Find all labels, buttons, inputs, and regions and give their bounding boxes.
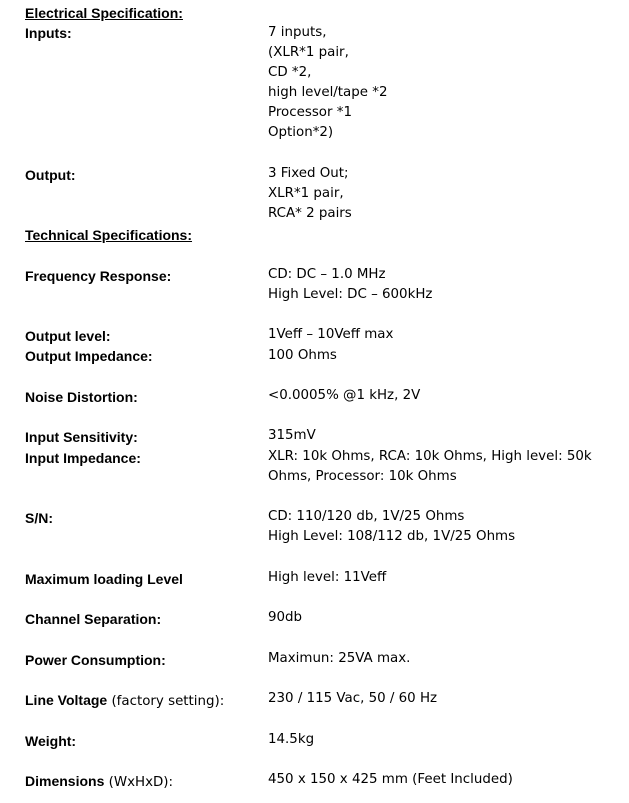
value-frequency-response-line-1: CD: DC – 1.0 MHz xyxy=(268,267,386,282)
label-input-impedance: Input Impedance: xyxy=(25,450,141,466)
heading-technical-specifications: Technical Specifications: xyxy=(25,227,193,243)
value-dimensions: 450 x 150 x 425 mm (Feet Included) xyxy=(268,772,513,787)
label-frequency-response: Frequency Response: xyxy=(25,268,172,284)
label-power-consumption: Power Consumption: xyxy=(25,652,166,668)
value-output-level: 1Veff – 10Veff max xyxy=(268,327,394,342)
value-maximum-loading-level: High level: 11Veff xyxy=(268,570,387,585)
value-inputs-line-4: high level/tape *2 xyxy=(268,85,388,100)
value-output-impedance: 100 Ohms xyxy=(268,348,337,363)
value-inputs-line-6: Option*2) xyxy=(268,125,334,140)
label-channel-separation: Channel Separation: xyxy=(25,611,162,627)
value-input-impedance-line-2: Ohms, Processor: 10k Ohms xyxy=(268,469,457,484)
value-line-voltage: 230 / 115 Vac, 50 / 60 Hz xyxy=(268,691,438,706)
label-maximum-loading-level: Maximum loading Level xyxy=(25,571,183,587)
label-input-sensitivity: Input Sensitivity: xyxy=(25,429,138,445)
value-inputs-line-1: 7 inputs, xyxy=(268,25,327,40)
label-line-voltage xyxy=(25,690,224,712)
value-output-line-2: XLR*1 pair, xyxy=(268,186,344,201)
heading-electrical-specification: Electrical Specification: xyxy=(25,5,183,21)
label-noise-distortion: Noise Distortion: xyxy=(25,389,138,405)
value-input-impedance-line-1: XLR: 10k Ohms, RCA: 10k Ohms, High level: 50k xyxy=(268,449,592,464)
label-sn: S/N: xyxy=(25,510,53,526)
value-noise-distortion: <0.0005% @1 kHz, 2V xyxy=(268,388,421,403)
value-inputs-line-3: CD *2, xyxy=(268,65,312,80)
value-power-consumption: Maximun: 25VA max. xyxy=(268,651,411,666)
value-inputs-line-5: Processor *1 xyxy=(268,105,352,120)
value-sn-line-2: High Level: 108/112 db, 1V/25 Ohms xyxy=(268,529,516,544)
dimensions-note: (WxHxD): xyxy=(104,775,174,790)
value-input-sensitivity: 315mV xyxy=(268,428,316,443)
value-channel-separation: 90db xyxy=(268,610,303,625)
value-output-line-3: RCA* 2 pairs xyxy=(268,206,352,221)
label-weight: Weight: xyxy=(25,733,77,749)
label-inputs: Inputs: xyxy=(25,25,72,41)
value-inputs-line-2: (XLR*1 pair, xyxy=(268,45,349,60)
label-output-impedance: Output Impedance: xyxy=(25,348,153,364)
line-voltage-note: (factory setting): xyxy=(107,694,225,709)
dimensions-title: Dimensions xyxy=(25,773,105,789)
value-frequency-response-line-2: High Level: DC – 600kHz xyxy=(268,287,433,302)
label-output: Output: xyxy=(25,167,76,183)
value-sn-line-1: CD: 110/120 db, 1V/25 Ohms xyxy=(268,509,465,524)
label-dimensions xyxy=(25,771,173,793)
value-output-line-1: 3 Fixed Out; xyxy=(268,166,349,181)
line-voltage-title: Line Voltage xyxy=(25,692,108,708)
value-weight: 14.5kg xyxy=(268,732,315,747)
label-output-level: Output level: xyxy=(25,328,111,344)
